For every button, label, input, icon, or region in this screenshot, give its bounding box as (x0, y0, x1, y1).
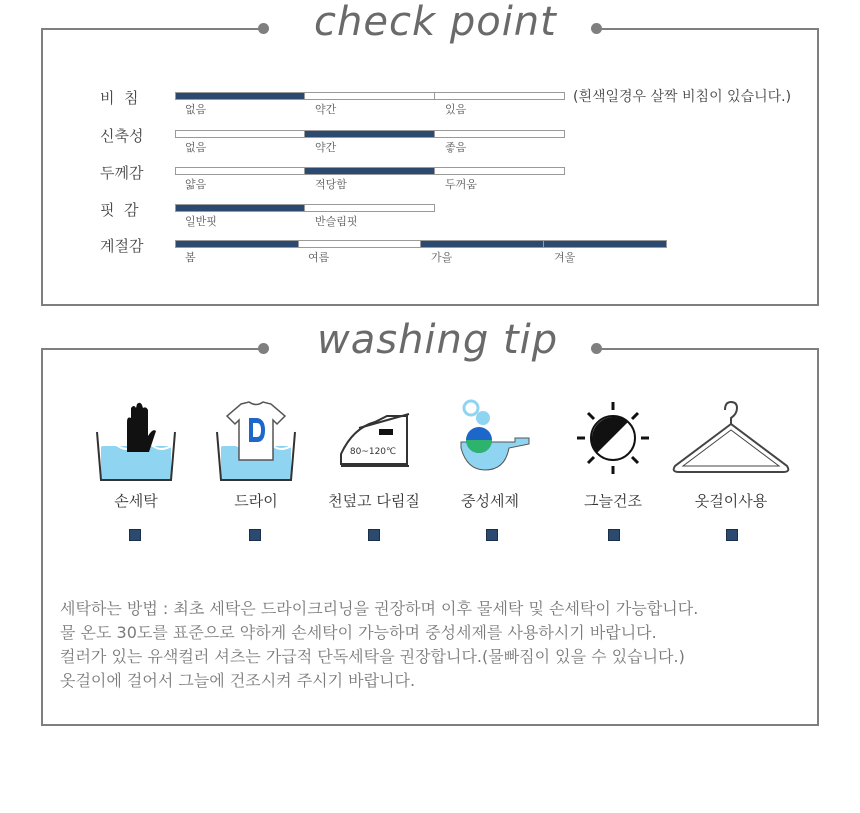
row-label: 핏 감 (100, 201, 139, 219)
tip-label: 옷걸이사용 (694, 492, 768, 510)
tip-marker (368, 529, 380, 541)
rating-bar (175, 204, 435, 212)
tip-label: 손세탁 (114, 492, 158, 510)
washing-description (60, 597, 698, 693)
rating-segment (176, 241, 299, 247)
segment-label: 봄 (185, 251, 196, 264)
segment-label: 없음 (185, 141, 207, 154)
tip-marker (486, 529, 498, 541)
rating-segment (421, 241, 544, 247)
row-label: 신축성 (100, 127, 144, 145)
description-line: 옷걸이에 걸어서 그늘에 건조시켜 주시기 바랍니다. (60, 671, 416, 690)
segment-label: 적당함 (315, 178, 347, 191)
rating-segment (176, 205, 305, 211)
neutral-detergent-icon (445, 398, 535, 482)
rating-segment (176, 131, 305, 137)
rating-segment (305, 93, 434, 99)
segment-label: 가을 (431, 251, 453, 264)
check-point-dot-left (258, 23, 269, 34)
description-line: 세탁하는 방법 : 최초 세탁은 드라이크리닝을 권장하며 이후 물세탁 및 손세탁이 가능합니다. (60, 599, 699, 618)
tip-label: 중성세제 (461, 492, 519, 510)
rating-segment (176, 168, 305, 174)
iron-temp: 80~120℃ (349, 447, 397, 457)
shade-dry-icon (568, 398, 658, 482)
row-label: 계절감 (100, 237, 144, 255)
segment-label: 약간 (315, 103, 337, 116)
rating-bar (175, 92, 565, 100)
rating-segment (544, 241, 667, 247)
segment-label: 두꺼움 (445, 178, 477, 191)
check-point-line-left (41, 28, 263, 30)
washing-tip-line-right (597, 348, 819, 350)
tip-label: 드라이 (234, 492, 278, 510)
tip-label: 천덮고 다림질 (328, 492, 420, 510)
rating-segment (305, 168, 434, 174)
segment-label: 반슬림핏 (315, 215, 358, 228)
iron-icon (329, 398, 419, 482)
washing-tip-dot-left (258, 343, 269, 354)
check-point-title: check point (314, 0, 557, 45)
rating-segment (299, 241, 422, 247)
segment-label: 없음 (185, 103, 207, 116)
rating-bar (175, 167, 565, 175)
dry-clean-icon (211, 398, 301, 482)
rating-segment (435, 168, 564, 174)
description-line: 물 온도 30도를 표준으로 약하게 손세탁이 가능하며 중성세제를 사용하시기 바랍니다. (60, 623, 657, 642)
hanger-icon (661, 398, 801, 482)
washing-tip-title: washing tip (317, 317, 559, 363)
tip-hanger (681, 398, 781, 511)
segment-label: 있음 (445, 103, 467, 116)
segment-label: 얇음 (185, 178, 207, 191)
tip-marker (726, 529, 738, 541)
rating-segment (305, 205, 434, 211)
tip-neutral-detergent (440, 398, 540, 511)
rating-segment (305, 131, 434, 137)
tip-label: 그늘건조 (584, 492, 642, 510)
tip-iron (324, 398, 424, 511)
rating-bar (175, 130, 565, 138)
rating-segment (176, 93, 305, 99)
tip-shade-dry (563, 398, 663, 511)
check-point-line-right (597, 28, 819, 30)
rating-segment (435, 93, 564, 99)
segment-label: 겨울 (554, 251, 576, 264)
row-label: 비 침 (100, 89, 139, 107)
rating-bar (175, 240, 667, 248)
segment-label: 여름 (308, 251, 330, 264)
rating-segment (435, 131, 564, 137)
tip-hand-wash (86, 398, 186, 511)
tip-marker (608, 529, 620, 541)
washing-tip-line-left (41, 348, 263, 350)
tip-marker (129, 529, 141, 541)
segment-label: 좋음 (445, 141, 467, 154)
description-line: 컬러가 있는 유색컬러 셔츠는 가급적 단독세탁을 권장합니다.(물빠짐이 있을 수 있습니다.) (60, 647, 685, 666)
row-note: (흰색일경우 살짝 비침이 있습니다.) (573, 89, 792, 105)
tip-marker (249, 529, 261, 541)
segment-label: 일반핏 (185, 215, 217, 228)
tip-dry-clean (206, 398, 306, 511)
segment-label: 약간 (315, 141, 337, 154)
hand-wash-icon (91, 398, 181, 482)
row-label: 두께감 (100, 164, 144, 182)
